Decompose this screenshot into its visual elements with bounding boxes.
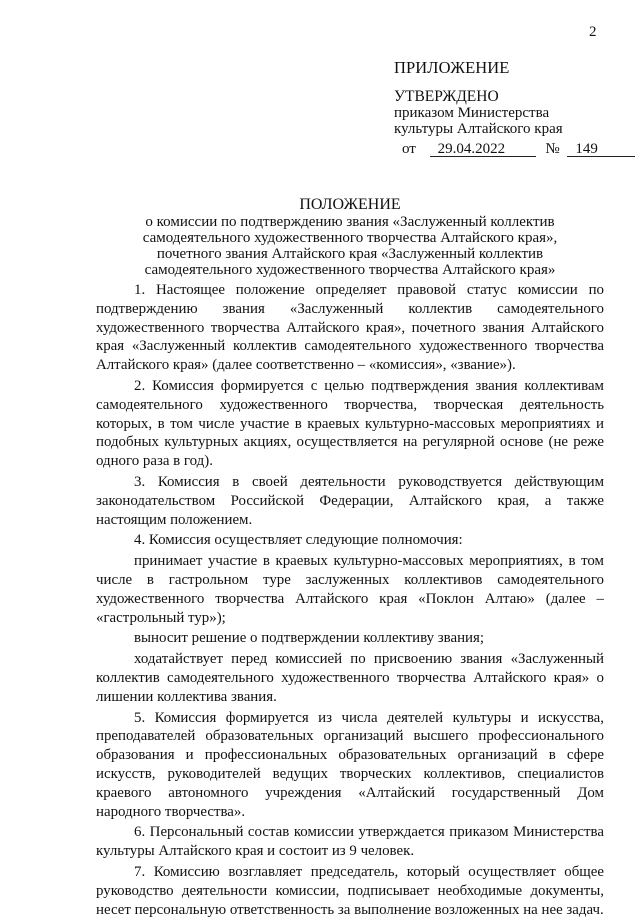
order-date: 29.04.2022 xyxy=(430,142,536,157)
approved-label: УТВЕРЖДЕНО xyxy=(394,88,499,105)
heading-line: самодеятельного художественного творчества Алтайского края» xyxy=(144,262,556,278)
approval-ministry-line: культуры Алтайского края xyxy=(394,121,563,137)
paragraph-3: 3. Комиссия в своей деятельности руководствуется действующим законодательством Российской Федерации, Алтайского края, а также настоящим положением. xyxy=(96,473,604,528)
paragraph-4-item-2: выносит решение о подтверждении коллективу звания; xyxy=(134,630,485,647)
number-label: № xyxy=(545,141,560,157)
order-date-number xyxy=(394,141,619,158)
paragraph-7: 7. Комиссию возглавляет председатель, который осуществляет общее руководство деятельности комиссии, подписывает необходимые документы, несет персональную ответственность за выполнение возложенных на нее задач. xyxy=(96,863,604,918)
paragraph-4-item-3: ходатайствует перед комиссией по присвоению звания «Заслуженный коллектив самодеятельного художественного творчества Алтайского края» о лишении коллектива звания. xyxy=(96,651,604,705)
heading-line: почетного звания Алтайского края «Заслуженный коллектив xyxy=(156,246,544,262)
paragraph-4: 4. Комиссия осуществляет следующие полномочия: xyxy=(134,532,463,549)
approval-order-line: приказом Министерства xyxy=(394,105,550,121)
appendix-label: ПРИЛОЖЕНИЕ xyxy=(394,58,510,77)
approval-block xyxy=(394,58,619,158)
document-body xyxy=(96,281,604,921)
page-number: 2 xyxy=(589,24,597,40)
document-heading xyxy=(100,197,600,278)
paragraph-1: 1. Настоящее положение определяет правовой статус комиссии по подтверждению звания «Заслуженный коллектив самодеятельного художественного творчества Алтайского края», почетного звания Алтайского края «Заслуженный коллектив самодеятельного художественного творчества Алтайского края» (далее соответственно – «комиссия», «звание»). xyxy=(96,282,604,374)
from-label: от xyxy=(402,141,416,157)
paragraph-4-item-1: принимает участие в краевых культурно-массовых мероприятиях, в том числе в гастрольном туре заслуженных коллективов самодеятельного художественного творчества Алтайского края «Поклон Алтаю» (далее – «гастрольный тур»); xyxy=(96,553,604,626)
paragraph-5: 5. Комиссия формируется из числа деятелей культуры и искусства, преподавателей образовательных организаций высшего профессионального образования и профессиональных образовательных организаций в сфере искусств, руководителей ведущих творческих коллективов, специалистов краевого автономного учреждения «Алтайский государственный Дом народного творчества». xyxy=(96,709,604,820)
heading-line: о комиссии по подтверждению звания «Заслуженный коллектив xyxy=(145,214,555,230)
paragraph-2: 2. Комиссия формируется с целью подтверждения звания коллективам самодеятельного художественного творчества, творческая деятельность которых, в том числе участие в краевых культурно-массовых мероприятиях и подобных культурных акциях, осуществляется на регулярной основе (не реже одного раза в год). xyxy=(96,377,604,470)
paragraph-6: 6. Персональный состав комиссии утверждается приказом Министерства культуры Алтайского края и состоит из 9 человек. xyxy=(96,824,604,860)
document-title: ПОЛОЖЕНИЕ xyxy=(299,196,401,213)
order-number: 149 xyxy=(567,142,635,157)
heading-line: самодеятельного художественного творчества Алтайского края», xyxy=(142,230,558,246)
